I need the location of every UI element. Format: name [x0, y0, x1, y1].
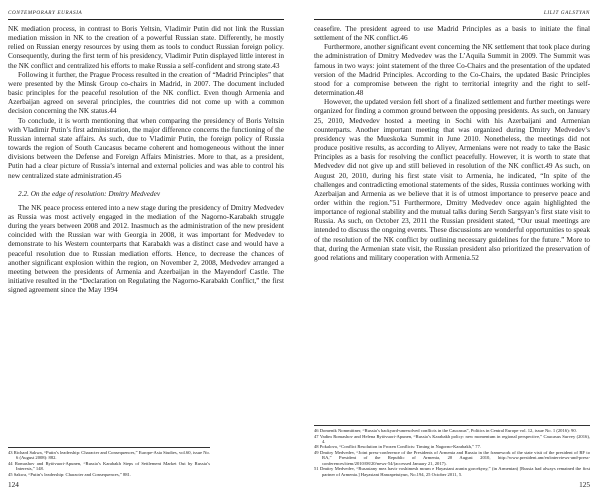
paragraph: To conclude, it is worth mentioning that when comparing the presidency of Boris Yeltsin with Vladimir Putin’s first administration, the major difference concerns the functioning of the Russian internal state affairs. As such, due to Vladimir Putin, the foreign policy of Russia towards the region of South Caucasus became coherent and homogeneous without the inner divisions between the Defense and Foreign Affairs Ministries. More to that, as a president, Putin had a clear picture of Russia’s internal and external policies and was able to control his new centralized state administration.45 [8, 116, 284, 180]
right-body-text [314, 25, 590, 263]
paragraph: However, the updated version fell short of a finalized settlement and further meetings were organized for finding a common ground between the opposing presidents. As such, on January 25, 2010, Medvedev hosted a meeting in Sochi with his Azerbaijani and Armenian counterparts. Another important meeting that was organized during Dmitry Medvedev’s presidency was the Mueskoka Summit in June 2010. Nonetheless, the meetings did not produce positive results, as according to Aliyev, Armenians were not ready to take the Basic Principles as a basis for resolving the conflict peacefully. However, it is worth to state that Medvedev did not give up and still believed in resolution of the NK conflict.49 As such, on August 20, 2010, during his first state visit to Armenia, he indicated, “In spite of the challenges and contradicting emotional statements of the sides, Russia continues working with Azerbaijan and Armenia as we believe that it is of utmost importance to preserve peace and order within the region.”51 Furthermore, Dmitry Medvedev once again highlighted the importance of regional stability and the mutual talks during Serzh Sargsyan’s first state visit to Russia. As such, on October 23, 2011 the Russian president stated, “Our usual meetings are intended to discuss the ongoing events. These discussions are wonderful opportunities to speak of the resolution of the NK conflict by outlining necessary guidelines for the future.” More to that, during the Armenian state visit, the Russian president also prioritized the preservation of good relations and military cooperation with Armenia.52 [314, 98, 590, 262]
paragraph: Furthermore, another significant event concerning the NK settlement that took place during the administration of Dmitry Medvedev was the L’Aquila Summit in 2009. The Summit was famous in two ways: joint statement of the three Co-Chairs and the presentation of the updated version of the Madrid Principles. According to the Co-Chairs, the updated Basic Principles stood for a compromise between the right to territorial integrity and the right to self-determination.48 [314, 43, 590, 98]
paragraph: NK mediation process, in contrast to Boris Yeltsin, Vladimir Putin did not link the Russian mediation mission in NK to the creation of a powerful Russian state. Differently, he mostly relied on Russian energy resources by using them as tools to conduct Russian foreign policy. Consequently, during the first term of his presidency, Vladimir Putin displayed little interest in the NK conflict and centralized his efforts to make Russia a self-confident and strong state.43 [8, 25, 284, 70]
page-number-left: 124 [8, 481, 19, 489]
paragraph: The NK peace process entered into a new stage during the presidency of Dmitry Medvedev as Russia was most actively engaged in the mediation of the Nagorno-Karabakh struggle during the years between 2008 and 2012. Inasmuch as the administration of the new president coincided with the Russian war with Georgia in 2008, it was important for Medvedev to demonstrate to his Western counterparts that Karabakh was a distinct case and would have a peaceful resolution due to Russian mediation efforts. Hence, to decrease the chances of another significant explosion within the region, on November 2, 2008, Medvedev arranged a meeting between the presidents of Armenia and Azerbaijan in the Mayendorf Castle. The initiative resulted in the “Declaration on Regulating the Nagorno-Karabakh Conflict,” the first signed agreement since the May 1994 [8, 203, 284, 295]
left-body-text [8, 25, 284, 295]
running-head-right: LILIT GALSTYAN [543, 10, 590, 16]
footnotes-right [314, 425, 590, 477]
footnote: 51 Dmitry Medvedev, “Rusastany mez havir voshimesh mrum e Hayastani aranin gorcekyny,” (in Armenian) [Russia had always remained the first partner of Armenia.] Hayastani Hanrapetutyun, No.194, 25 October 2011, 5. [314, 466, 590, 477]
paragraph: ceasefire. The president agreed to use Madrid Principles as a basis to initiate the final settlement of the NK conflict.46 [314, 25, 590, 43]
footnote: 48 Pokalova, “Conflict Resolution in Frozen Conflicts: Timing in Nagorno-Karabakh,” 77. [314, 444, 482, 450]
running-head-left: CONTEMPORARY EURASIA [8, 10, 83, 16]
footnote: 46 Domenik Nommittner, “Russia’s backyard-unresolved conflicts in the Caucasus”, Politics in Central Europe vol. 12, issue No. 1 (2016): 90. [314, 428, 577, 433]
page-number-right: 125 [579, 481, 590, 489]
footnote: 49 Dmitry Medvedev, “Joint press-conference of the Presidents of Armenia and Russia in the framework of the state visit of the president of RF to RA,” President of the Republic of Armenia, 20 August 2010, http://www.president.am/en/interviews-and-press-conferences/item/2010/08/20/news-54/(accessed January 21, 2017). [314, 450, 590, 466]
header-rule-right [314, 19, 590, 20]
footnote: 45 Sakwa, “Putin’s leadership: Character and Consequences,” 881. [8, 471, 131, 477]
paragraph: Following it further, the Prague Process resulted in the creation of “Madrid Principles” that were presented by the Minsk Group co-chairs in Madrid, in 2007. The document included basic principles for the peaceful resolution of the NK conflict. Even though Armenia and Azerbaijan agreed on several principles, the countries did not come up with a common decision concerning the NK status.44 [8, 70, 284, 116]
header-rule-left [8, 19, 284, 20]
footnote: 47 Vadim Romashov and Helena Rytövuori-Apunen, “Russia’s Karabakh policy: new momentum in regional perspective,” Caucasus Survey (2016), 4. [314, 433, 590, 444]
footnote: 44 Romashov and Rytövuori-Apunen, “Russia’s Karabakh Steps of Settlement Market Out by Russia’s Interests,” 148. [8, 460, 210, 472]
footnotes-left [8, 447, 210, 477]
section-heading: 2.2. On the edge of resolution: Dmitry Medvedev [18, 189, 161, 198]
footnote: 43 Richard Sakwa, “Putin’s leadership: Character and Consequences,” Europe-Asia Studies, vol.60, issue No. 6 (August 2008): 882. [8, 450, 210, 461]
right-page [300, 0, 600, 499]
